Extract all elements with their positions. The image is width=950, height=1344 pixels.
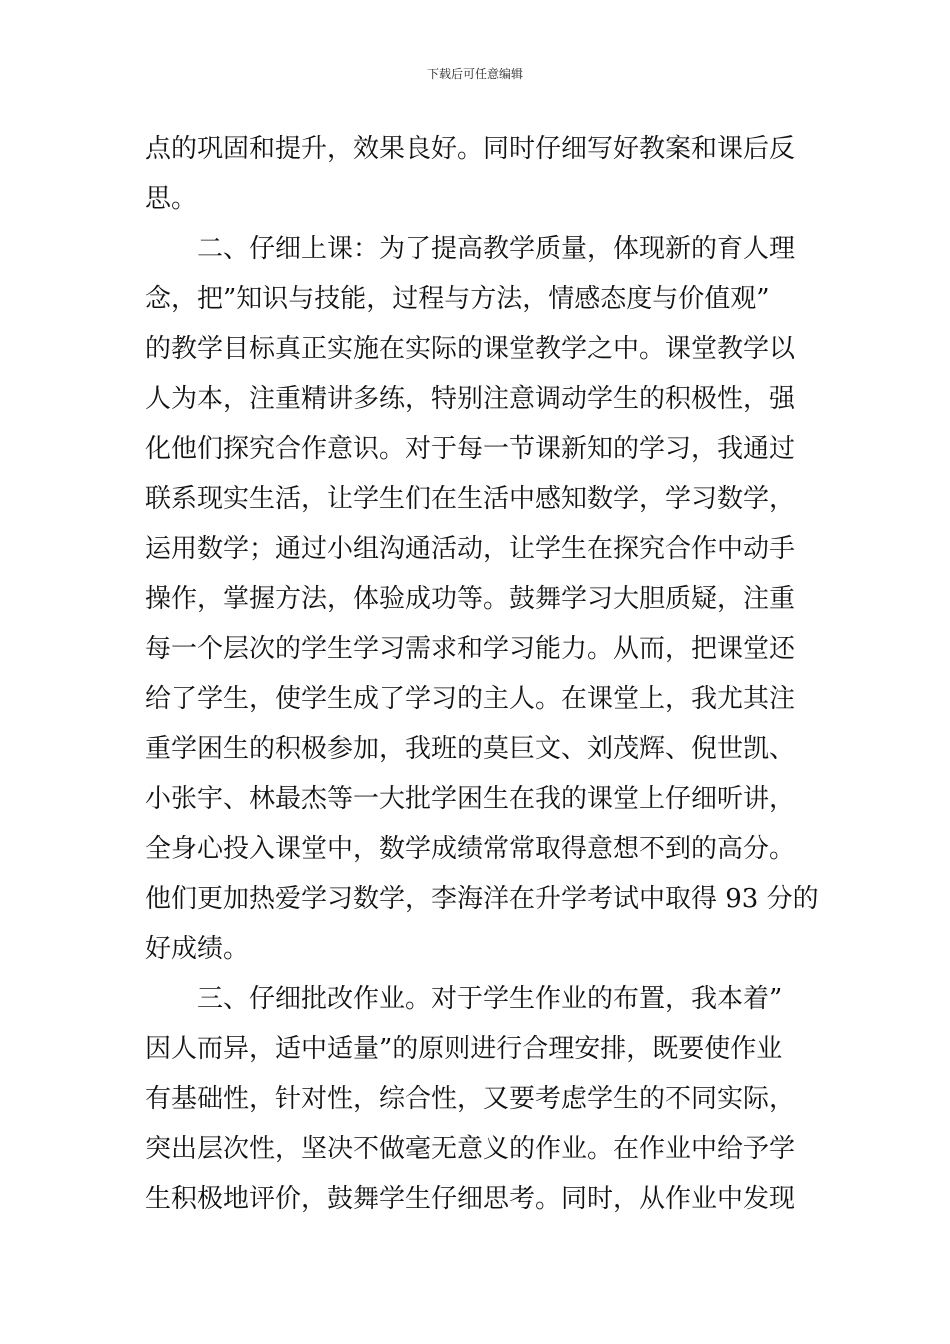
text-line: 的教学目标真正实施在实际的课堂教学之中。课堂教学以 xyxy=(145,334,796,364)
text-line: 他们更加热爱学习数学，李海洋在升学考试中取得 93 分的 xyxy=(145,884,819,914)
text-line: 小张宇、林最杰等一大批学困生在我的课堂上仔细听讲， xyxy=(145,784,796,814)
text-line: 好成绩。 xyxy=(145,934,250,964)
document-body xyxy=(145,124,819,1224)
text-line: 操作，掌握方法，体验成功等。鼓舞学习大胆质疑，注重 xyxy=(145,584,796,614)
text-line: 生积极地评价，鼓舞学生仔细思考。同时，从作业中发现 xyxy=(145,1184,796,1214)
text-line: 重学困生的积极参加，我班的莫巨文、刘茂辉、倪世凯、 xyxy=(145,734,796,764)
text-line: 人为本，注重精讲多练，特别注意调动学生的积极性，强 xyxy=(145,384,796,414)
text-line: 给了学生，使学生成了学习的主人。在课堂上，我尤其注 xyxy=(145,684,796,714)
text-line: 突出层次性，坚决不做毫无意义的作业。在作业中给予学 xyxy=(145,1134,796,1164)
text-line: 三、仔细批改作业。对于学生作业的布置，我本着” xyxy=(197,984,783,1014)
text-line: 全身心投入课堂中，数学成绩常常取得意想不到的高分。 xyxy=(145,834,796,864)
text-line: 有基础性，针对性，综合性，又要考虑学生的不同实际， xyxy=(145,1084,796,1114)
text-line: 念，把”知识与技能，过程与方法，情感态度与价值观” xyxy=(145,284,770,314)
text-line: 每一个层次的学生学习需求和学习能力。从而，把课堂还 xyxy=(145,634,796,664)
text-line: 联系现实生活，让学生们在生活中感知数学，学习数学， xyxy=(145,484,796,514)
text-line: 运用数学；通过小组沟通活动，让学生在探究合作中动手 xyxy=(145,534,796,564)
text-line: 思。 xyxy=(145,184,198,214)
page-header: 下载后可任意编辑 xyxy=(426,67,523,81)
text-line: 化他们探究合作意识。对于每一节课新知的学习，我通过 xyxy=(145,434,796,464)
text-line: 点的巩固和提升，效果良好。同时仔细写好教案和课后反 xyxy=(145,134,796,164)
text-line: 二、仔细上课：为了提高教学质量，体现新的育人理 xyxy=(197,234,796,264)
text-line: 因人而异，适中适量”的原则进行合理安排，既要使作业 xyxy=(145,1034,783,1064)
